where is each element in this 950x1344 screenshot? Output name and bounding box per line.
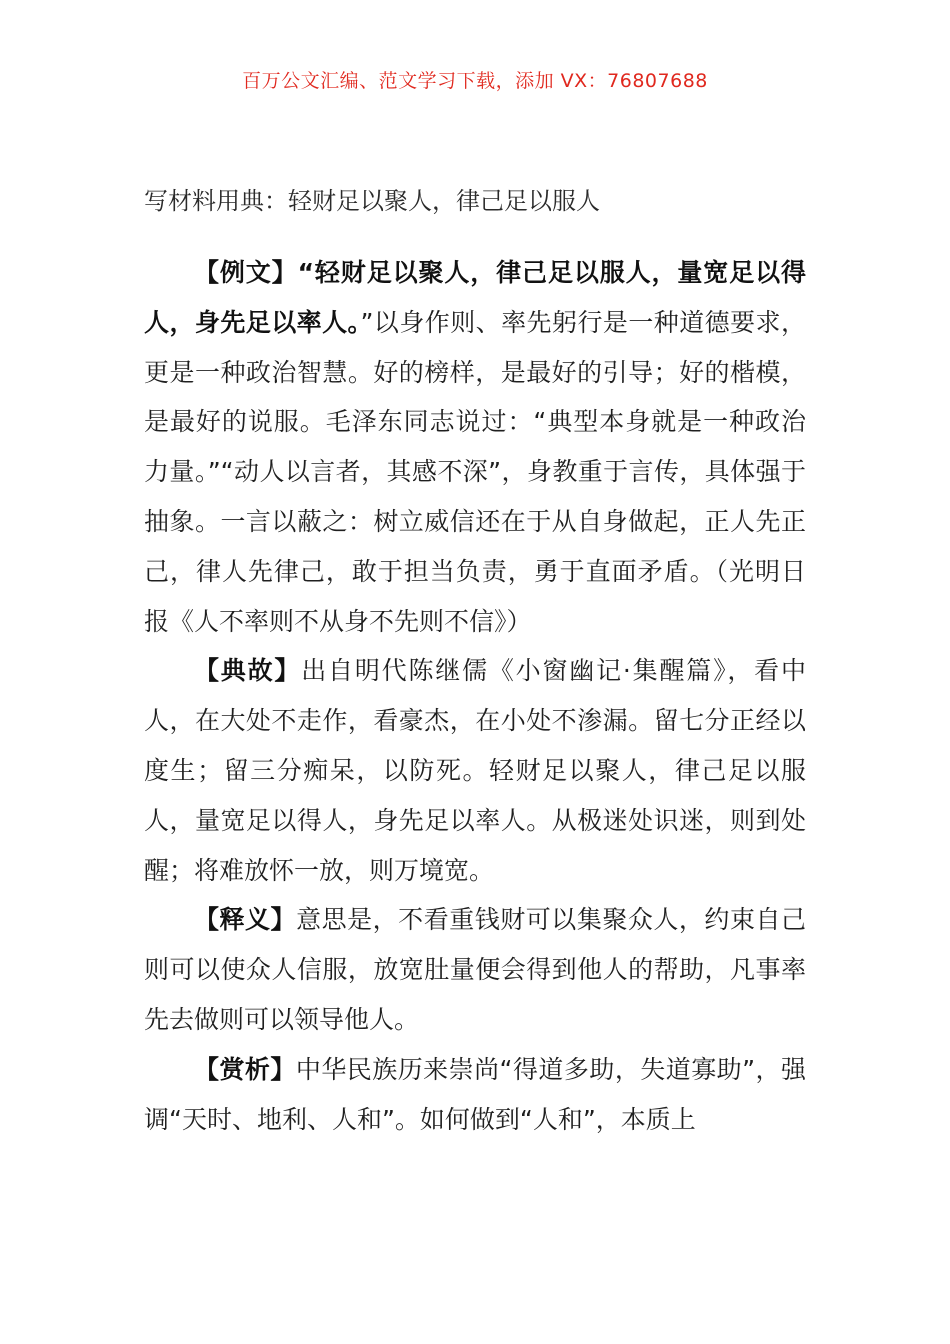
example-emphasis: “轻财足以聚人，律己足以服人，量宽足以得人，身先足以率人。 xyxy=(144,258,806,337)
document-title: 写材料用典：轻财足以聚人，律己足以服人 xyxy=(144,187,600,215)
section-tag-meaning: 【释义】 xyxy=(194,905,297,935)
section-tag-analysis: 【赏析】 xyxy=(194,1054,296,1084)
section-tag-origin: 【典故】 xyxy=(194,656,302,686)
paragraph-example xyxy=(144,248,806,646)
paragraph-origin xyxy=(144,646,806,895)
origin-text: 出自明代陈继儒《小窗幽记·集醒篇》，看中人，在大处不走作，看豪杰，在小处不渗漏。留七分正经以度生；留三分痴呆，以防死。轻财足以聚人，律己足以服人，量宽足以得人，身先足以率人。从极迷处识迷，则到处醒；将难放怀一放，则万境宽。 xyxy=(144,656,806,885)
meaning-text: 意思是，不看重钱财可以集聚众人，约束自己则可以使众人信服，放宽肚量便会得到他人的帮助，凡事率先去做则可以领导他人。 xyxy=(144,905,806,1034)
document-body xyxy=(144,248,806,1144)
paragraph-analysis xyxy=(144,1045,806,1145)
paragraph-meaning xyxy=(144,895,806,1044)
watermark-header: 百万公文汇编、范文学习下载，添加 VX：76807688 xyxy=(242,70,708,92)
section-tag-example: 【例文】 xyxy=(194,258,298,287)
example-text: ”以身作则、率先躬行是一种道德要求，更是一种政治智慧。好的榜样，是最好的引导；好的楷模，是最好的说服。毛泽东同志说过：“典型本身就是一种政治力量。”“动人以言者，其感不深”，身教重于言传，具体强于抽象。一言以蔽之：树立威信还在于从自身做起，正人先正己，律人先律己，敢于担当负责，勇于直面矛盾。（光明日报《人不率则不从身不先则不信》） xyxy=(144,307,806,636)
analysis-text: 中华民族历来崇尚“得道多助，失道寡助”，强调“天时、地利、人和”。如何做到“人和”，本质上 xyxy=(144,1054,806,1134)
